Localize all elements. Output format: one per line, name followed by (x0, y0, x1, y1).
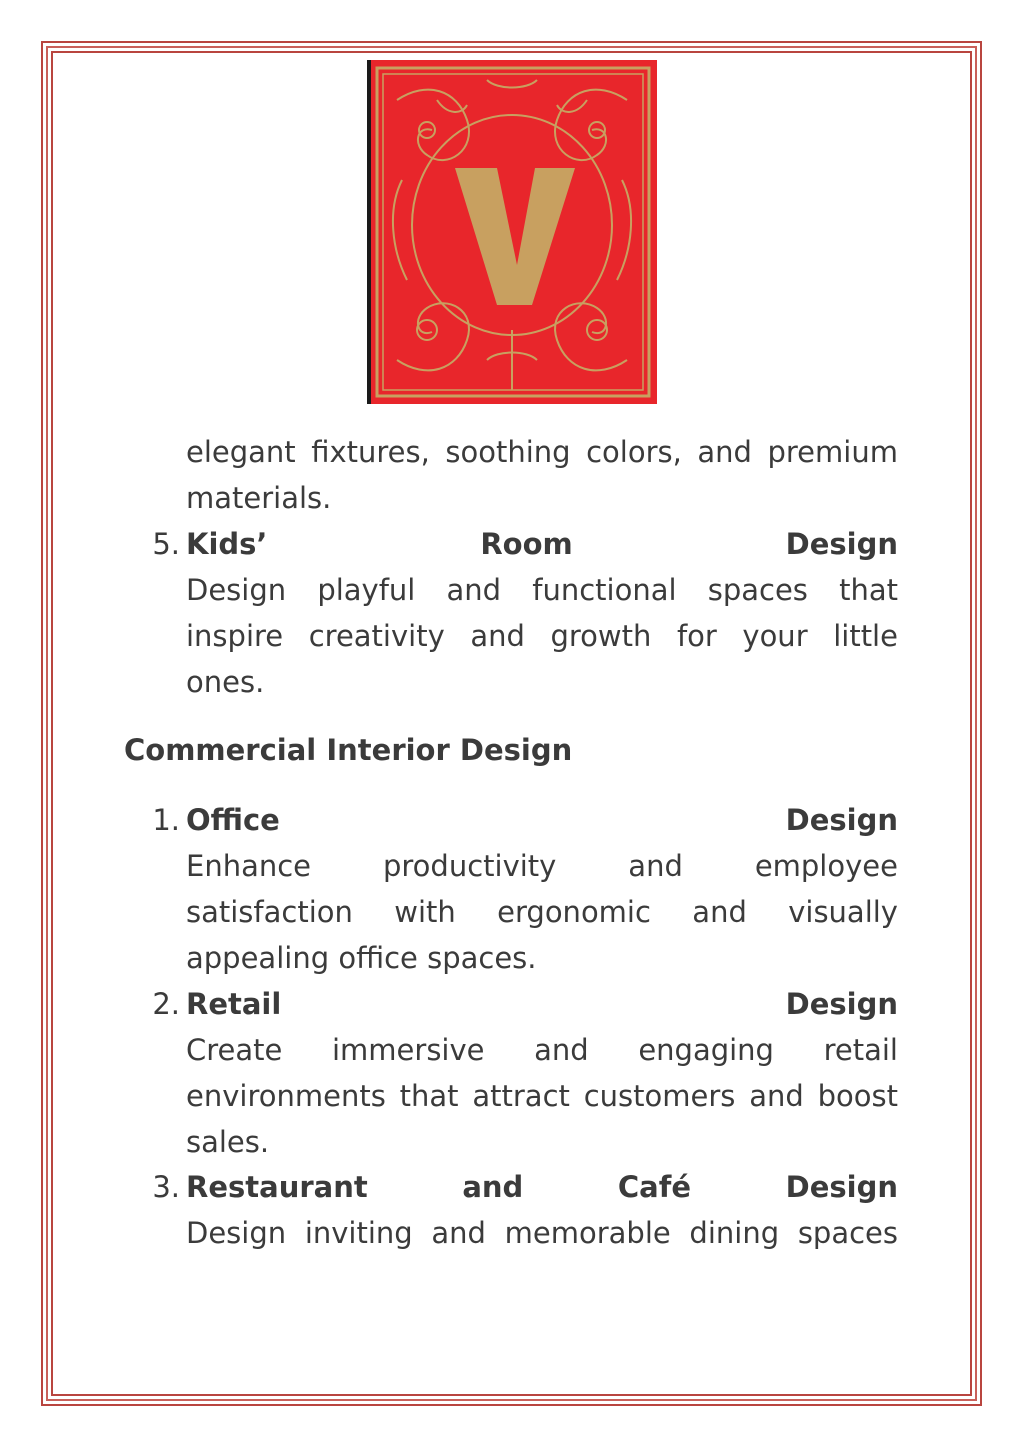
intro-line-1: elegant fixtures, soothing colors, and premium (186, 435, 898, 469)
list-item-title: Restaurant and Café Design (186, 1170, 898, 1204)
list-number: 3. (152, 1170, 180, 1204)
list-item-desc-line: Create immersive and engaging retail (186, 1033, 898, 1067)
list-item-desc-line: Enhance productivity and employee (186, 849, 898, 883)
list-item-title: Retail Design (186, 987, 898, 1021)
logo-edge (367, 60, 371, 404)
list-number: 2. (152, 987, 180, 1021)
list-item-desc-line: satisfaction with ergonomic and visually (186, 895, 898, 929)
brand-logo (367, 60, 657, 404)
list-item-desc-line: environments that attract customers and boost (186, 1079, 898, 1113)
list-item-desc-last: sales. (186, 1125, 270, 1159)
list-item-desc-line: inspire creativity and growth for your little (186, 619, 898, 653)
section-heading: Commercial Interior Design (124, 733, 573, 767)
list-item-desc-last: appealing office spaces. (186, 941, 537, 975)
list-number: 5. (152, 527, 180, 561)
list-item-desc-last: ones. (186, 665, 265, 699)
list-item-desc-line: Design inviting and memorable dining spaces (186, 1216, 898, 1250)
list-item-title: Office Design (186, 803, 898, 837)
list-number: 1. (152, 803, 180, 837)
intro-line-2: materials. (186, 481, 332, 515)
list-item-desc-line: Design playful and functional spaces that (186, 573, 898, 607)
list-item-title: Kids’ Room Design (186, 527, 898, 561)
